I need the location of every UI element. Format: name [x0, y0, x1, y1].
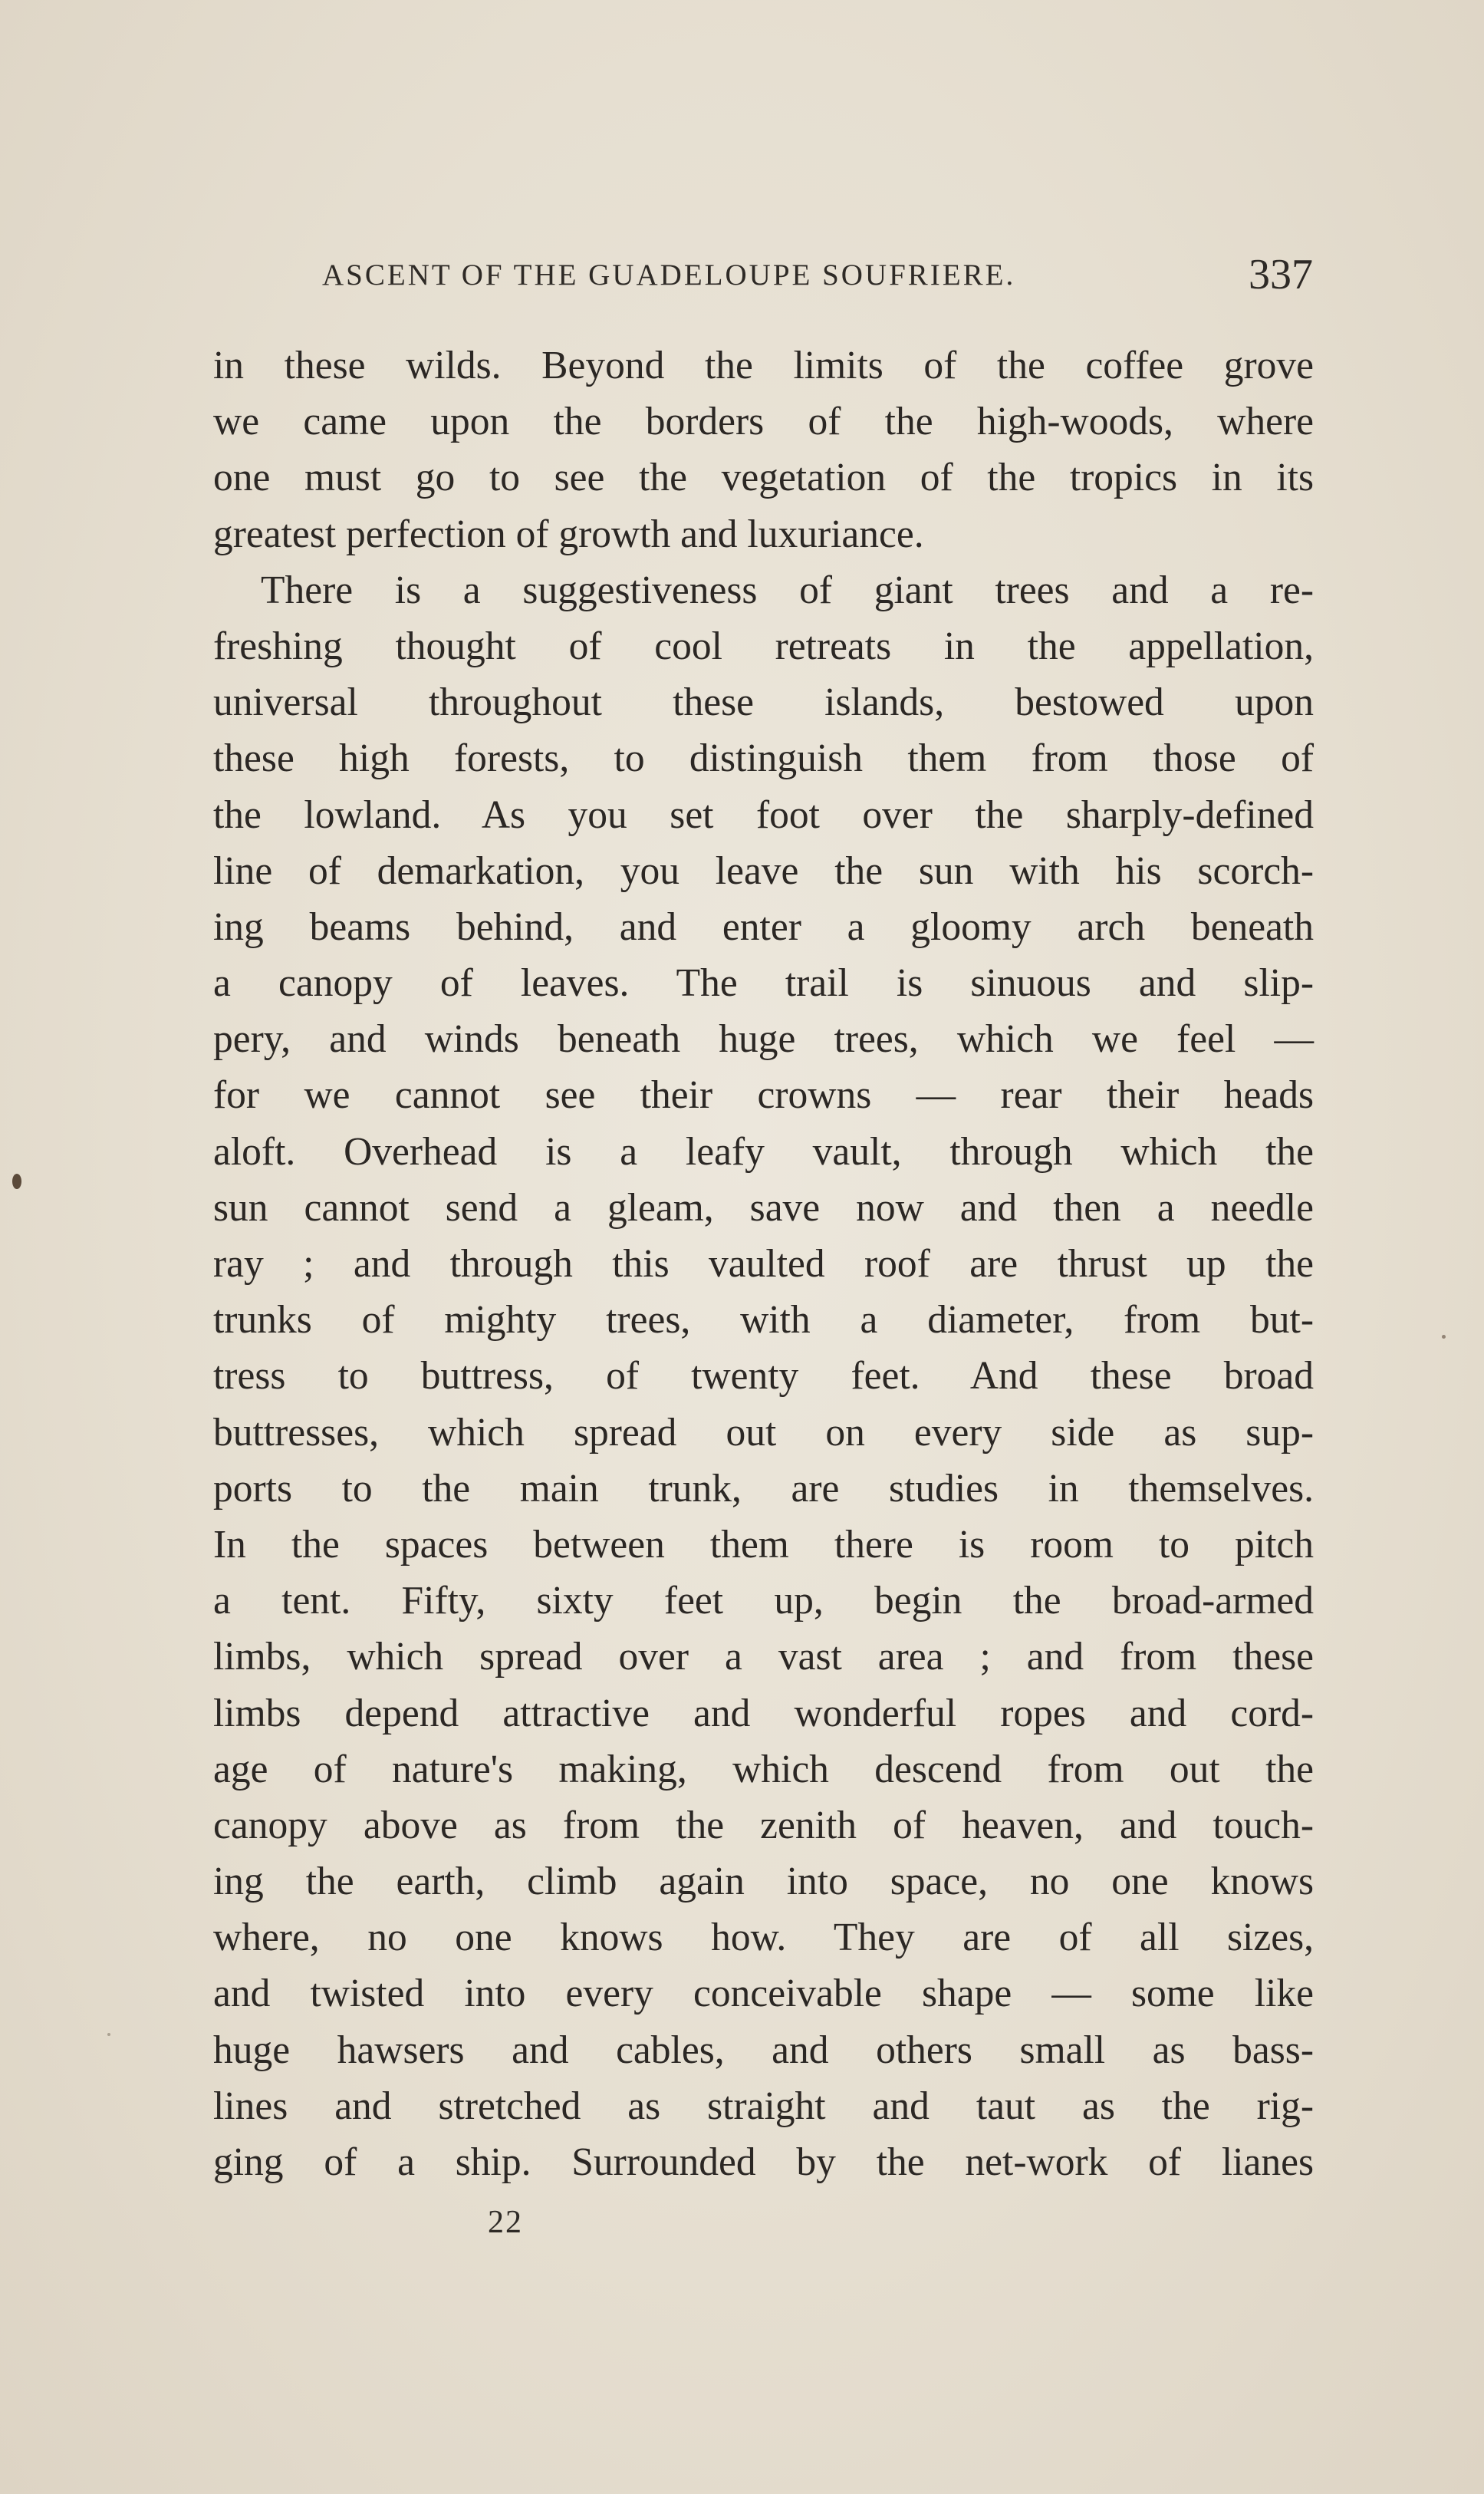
body-text — [213, 338, 1314, 2190]
text-line: for we cannot see their crowns — rear their heads — [213, 1073, 1314, 1118]
text-line: huge hawsers and cables, and others small as bass- — [213, 2028, 1314, 2072]
signature-mark: 22 — [488, 2205, 523, 2240]
ink-speck — [12, 1174, 21, 1189]
text-line: ing the earth, climb again into space, no one knows — [213, 1860, 1314, 1904]
text-line: greatest perfection of growth and luxuriance. — [213, 512, 924, 556]
ink-speck — [1442, 1335, 1446, 1339]
text-line: limbs depend attractive and wonderful ropes and cord- — [213, 1691, 1314, 1735]
text-line: where, no one knows how. They are of all sizes, — [213, 1916, 1314, 1960]
text-line: freshing thought of cool retreats in the appellation, — [213, 624, 1314, 668]
text-line: trunks of mighty trees, with a diameter, from but- — [213, 1298, 1314, 1343]
text-line: age of nature's making, which descend from out the — [213, 1747, 1314, 1791]
text-line: we came upon the borders of the high-woods, where — [213, 400, 1314, 444]
text-line: sun cannot send a gleam, save now and then a needle — [213, 1185, 1314, 1230]
text-line: aloft. Overhead is a leafy vault, through which the — [213, 1129, 1314, 1174]
text-line: one must go to see the vegetation of the tropics in its — [213, 456, 1314, 500]
text-line: ing beams behind, and enter a gloomy arch beneath — [213, 904, 1314, 949]
running-head — [322, 253, 1334, 299]
text-line: line of demarkation, you leave the sun with his scorch- — [213, 848, 1314, 893]
text-line: ging of a ship. Surrounded by the net-work of lianes — [213, 2140, 1314, 2184]
text-line: limbs, which spread over a vast area ; and from these — [213, 1635, 1314, 1679]
running-head-title: ASCENT OF THE GUADELOUPE SOUFRIERE. — [322, 259, 1016, 292]
text-line: universal throughout these islands, bestowed upon — [213, 680, 1314, 725]
ink-speck — [107, 2033, 110, 2036]
text-line: There is a suggestiveness of giant trees and a re- — [261, 568, 1314, 612]
text-line: a canopy of leaves. The trail is sinuous and slip- — [213, 961, 1314, 1006]
text-line: In the spaces between them there is room to pitch — [213, 1522, 1314, 1567]
text-line: buttresses, which spread out on every side as sup- — [213, 1410, 1314, 1455]
text-line: ray ; and through this vaulted roof are thrust up the — [213, 1242, 1314, 1286]
text-line: these high forests, to distinguish them from those of — [213, 736, 1314, 781]
text-line: lines and stretched as straight and taut as the rig- — [213, 2084, 1314, 2128]
text-line: pery, and winds beneath huge trees, which we feel — — [213, 1017, 1314, 1062]
page-number: 337 — [1249, 251, 1313, 298]
text-line: and twisted into every conceivable shape — some like — [213, 1972, 1314, 2016]
text-line: a tent. Fifty, sixty feet up, begin the broad-armed — [213, 1579, 1314, 1623]
text-line: canopy above as from the zenith of heaven, and touch- — [213, 1803, 1314, 1847]
text-line: the lowland. As you set foot over the sharply-defined — [213, 792, 1314, 837]
text-line: ports to the main trunk, are studies in themselves. — [213, 1466, 1314, 1511]
text-line: tress to buttress, of twenty feet. And these broad — [213, 1354, 1314, 1399]
text-line: in these wilds. Beyond the limits of the coffee grove — [213, 344, 1314, 387]
